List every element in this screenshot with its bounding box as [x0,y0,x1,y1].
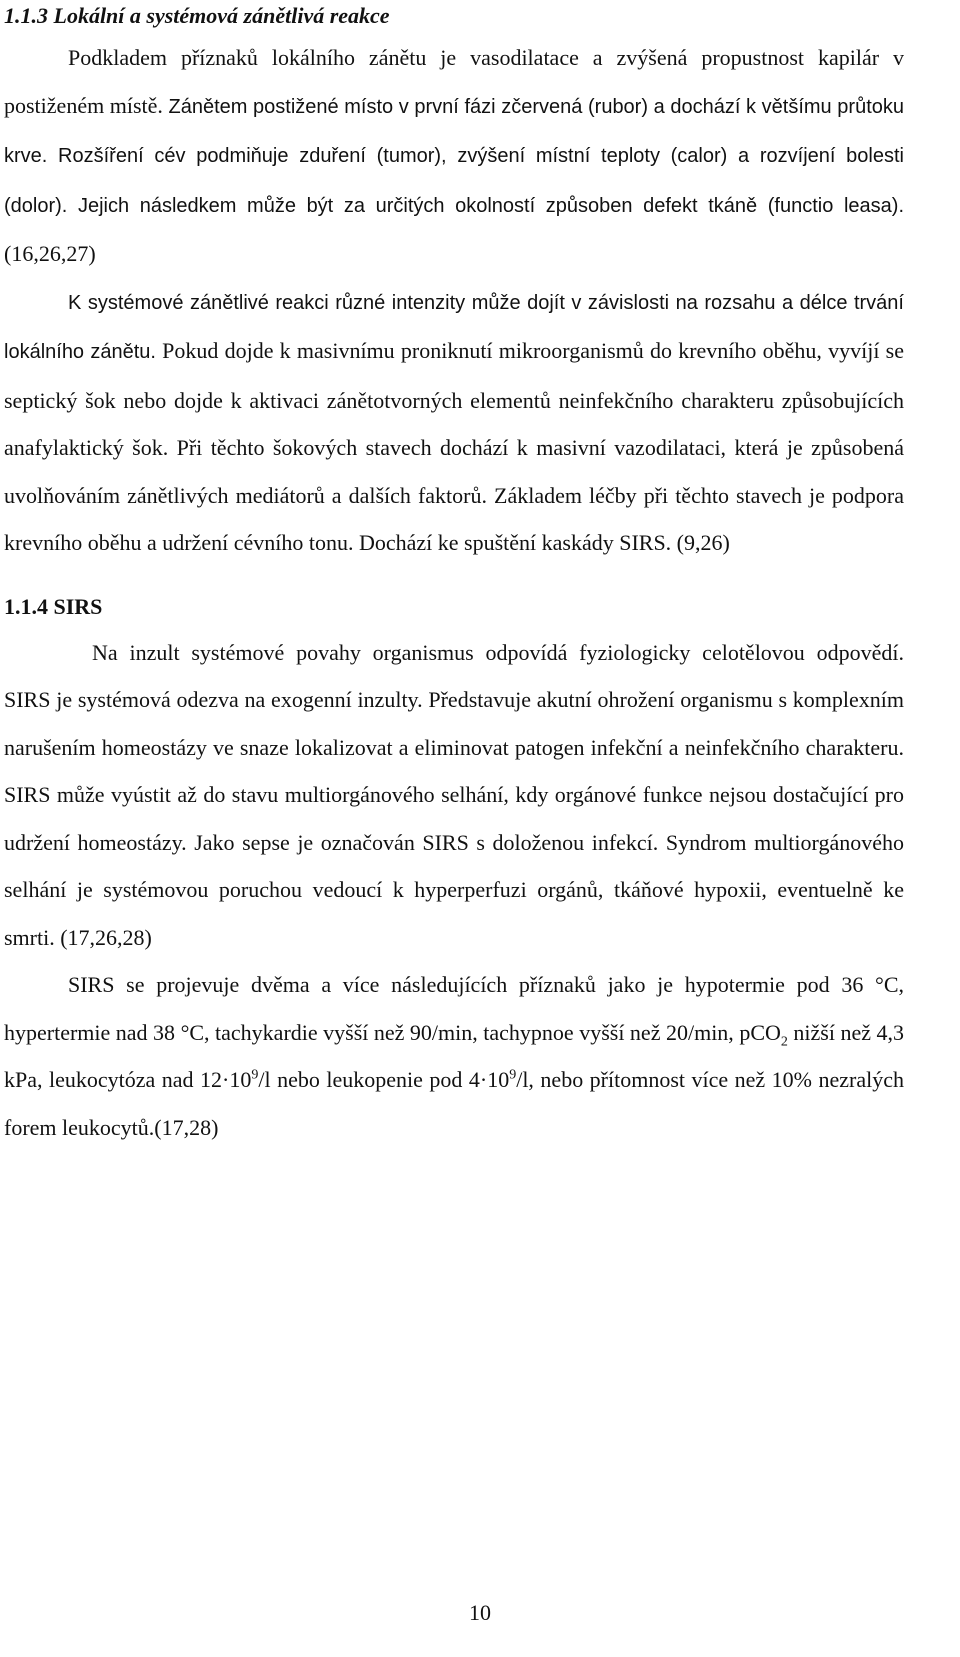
text-segment: SIRS se projevuje dvěma a více následujících příznaků jako je hypotermie pod 36 °C, hypertermie nad 38 °C, tachykardie vyšší než 90/min, tachypnoe vyšší než 20/min, pCO [4,972,904,1045]
section-heading-local-systemic-reaction: 1.1.3 Lokální a systémová zánětlivá reakce [4,3,390,28]
text-segment: Pokud dojde k masivnímu proniknutí mikroorganismů do krevního oběhu, vyvíjí se septický šok nebo dojde k aktivaci zánětotvorných elementů neinfekčního charakteru způsobujících anafylaktický šok. Při těchto šokových stavech dochází k masivní vazodilataci, která je způsobená uvolňováním zánětlivých mediátorů a dalších faktorů. Základem léčby při těchto stavech je podpora krevního oběhu a udržení cévního tonu. Dochází ke spuštění kaskády SIRS. (9,26) [4,338,904,555]
paragraph-sirs-definition [4,629,904,962]
paragraph-systemic-reaction [4,278,904,567]
section-heading-sirs: 1.1.4 SIRS [4,593,103,619]
text-segment-sans: Zánětem postižené místo v první fázi zčervená (rubor) a dochází k většímu průtoku krve. Rozšíření cév podmiňuje zduření (tumor), zvýšení místní teploty (calor) a rozvíjení bolesti (dolor). Jejich následkem může být za určitých okolností způsoben defekt tkáně (functio leasa). [4,95,904,217]
subscript: 2 [780,1033,788,1049]
document-page [4,0,904,1151]
paragraph-sirs-symptoms [4,961,904,1151]
text-segment: /l nebo leukopenie pod 4·10 [258,1067,510,1092]
superscript: 9 [509,1067,517,1083]
text-segment: /l, nebo přítomnost více než 10% nezralých forem leukocytů.(17,28) [4,1067,905,1140]
page-number: 10 [469,1600,491,1625]
text-segment: nižší než 4,3 kPa, leukocytóza nad 12·10 [4,1019,904,1092]
text-segment: Podkladem příznaků lokálního zánětu je vasodilatace a zvýšená propustnost kapilár v postiženém místě. [4,45,904,118]
citation: (16,26,27) [4,241,96,266]
text-segment-sans: K systémové zánětlivé reakci různé intenzity může dojít v závislosti na rozsahu a délce trvání lokálního zánětu. [4,291,904,363]
text-segment: Na inzult systémové povahy organismus odpovídá fyziologicky celotělovou odpovědí. SIRS je systémová odezva na exogenní inzulty. Představuje akutní ohrožení organismu s komplexním narušením homeostázy ve snaze lokalizovat a eliminovat patogen infekční a neinfekčního charakteru. SIRS může vyústit až do stavu multiorgánového selhání, kdy orgánové funkce nejsou dostačující pro udržení homeostázy. Jako sepse je označován SIRS s doloženou infekcí. Syndrom multiorgánového selhání je systémovou poruchou vedoucí k hyperperfuzi orgánů, tkáňové hypoxii, eventuelně ke smrti. (17,26,28) [4,639,904,950]
superscript: 9 [251,1067,259,1083]
paragraph-local-inflammation [4,34,904,278]
